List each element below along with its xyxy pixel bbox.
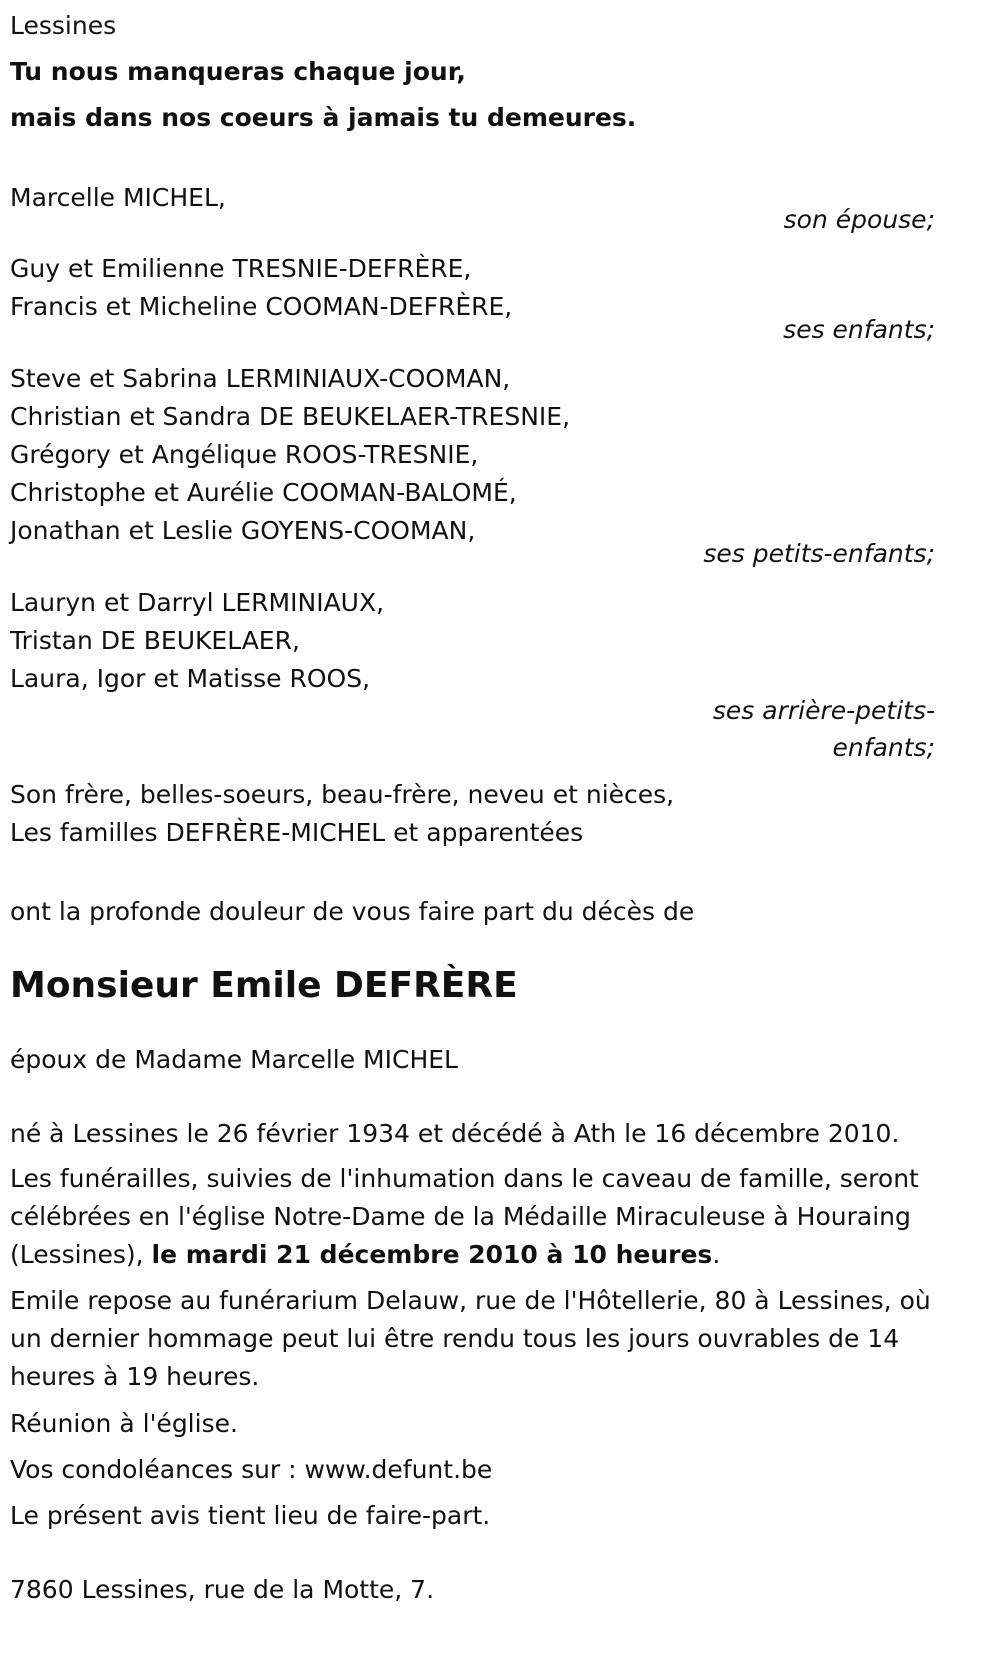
condolences: Vos condoléances sur : www.defunt.be [10, 1455, 493, 1484]
relatives-line: Son frère, belles-soeurs, beau-frère, neveu et nièces, [10, 780, 675, 809]
deceased-name: Monsieur Emile DEFRÈRE [10, 965, 518, 1006]
funeral-details [10, 1160, 935, 1274]
family-name: Grégory et Angélique ROOS-TRESNIE, [10, 440, 479, 469]
announcement: ont la profonde douleur de vous faire part du décès de [10, 897, 695, 926]
grandchildren-group [10, 360, 935, 574]
funeral-date: le mardi 21 décembre 2010 à 10 heures [151, 1240, 713, 1269]
family-name: Laura, Igor et Matisse ROOS, [10, 664, 371, 693]
children-group [10, 250, 935, 350]
town: Lessines [10, 11, 117, 40]
family-name: Christophe et Aurélie COOMAN-BALOMÉ, [10, 478, 517, 507]
family-role: ses enfants; [783, 315, 935, 344]
family-role: son épouse; [783, 205, 935, 234]
family-role: enfants; [832, 733, 935, 762]
repose-details: Emile repose au funérarium Delauw, rue de l'Hôtellerie, 80 à Lessines, où un dernier hommage peut lui être rendu tous les jours ouvrables de 14 heures à 19 heures. [10, 1286, 931, 1391]
other-relatives [10, 776, 935, 852]
family-name: Marcelle MICHEL, [10, 183, 226, 212]
family-name: Jonathan et Leslie GOYENS-COOMAN, [10, 516, 476, 545]
notice: Le présent avis tient lieu de faire-part. [10, 1501, 491, 1530]
great-grandchildren-group [10, 584, 935, 766]
family-name: Steve et Sabrina LERMINIAUX-COOMAN, [10, 364, 511, 393]
family-name: Francis et Micheline COOMAN-DEFRÈRE, [10, 292, 513, 321]
family-name: Lauryn et Darryl LERMINIAUX, [10, 588, 385, 617]
funeral-end: . [712, 1240, 721, 1269]
family-name: Christian et Sandra DE BEUKELAER-TRESNIE, [10, 402, 571, 431]
obituary-notice [10, 6, 935, 1610]
family-role: ses petits-enfants; [703, 539, 935, 568]
quote-line-2: mais dans nos coeurs à jamais tu demeures. [10, 103, 637, 132]
quote-line-1: Tu nous manqueras chaque jour, [10, 57, 466, 86]
relatives-line: Les familles DEFRÈRE-MICHEL et apparentées [10, 818, 584, 847]
address: 7860 Lessines, rue de la Motte, 7. [10, 1575, 435, 1604]
funeral-text: Les funérailles, suivies de l'inhumation dans le caveau de famille, seront célébrées en l'église Notre-Dame de la Médaille Miraculeuse à Houraing (Lessines), [10, 1164, 919, 1269]
birth-death: né à Lessines le 26 février 1934 et décédé à Ath le 16 décembre 2010. [10, 1119, 900, 1148]
family-name: Guy et Emilienne TRESNIE-DEFRÈRE, [10, 254, 472, 283]
family-role: ses arrière-petits- [712, 696, 935, 725]
meeting: Réunion à l'église. [10, 1409, 238, 1438]
family-name: Tristan DE BEUKELAER, [10, 626, 300, 655]
spouse-group [10, 178, 935, 240]
spouse-of: époux de Madame Marcelle MICHEL [10, 1045, 458, 1074]
